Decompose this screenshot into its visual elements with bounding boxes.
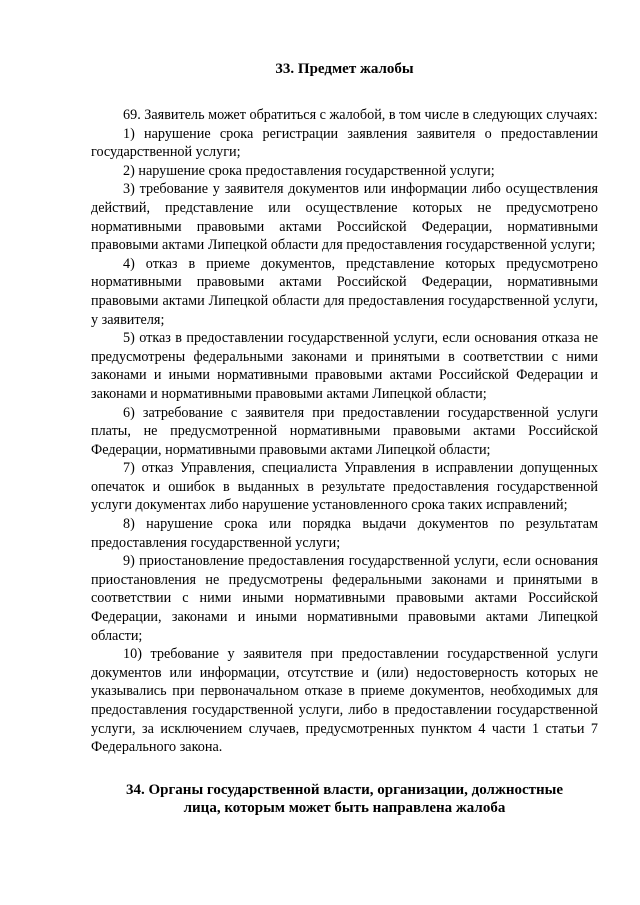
list-item: 8) нарушение срока или порядка выдачи документов по результатам предоставления государственной услуги;: [91, 516, 598, 551]
list-item: 6) затребование с заявителя при предоставлении государственной услуги платы, не предусмотренной нормативными правовыми актами Российской Федерации, нормативными правовыми актами Липецкой области;: [91, 404, 598, 458]
list-item: 10) требование у заявителя при предоставлении государственной услуги документов или информации, отсутствие и (или) недостоверность которых не указывались при первоначальном отказе в приеме документов, необходимых для предоставления государственной услуги, либо в предоставлении государственной услуги, за исключением случаев, предусмотренных пунктом 4 части 1 статьи 7 Федерального закона.: [91, 646, 598, 756]
list-item: 4) отказ в приеме документов, представление которых предусмотрено нормативными правовыми актами Российской Федерации, нормативными правовыми актами Липецкой области для предоставления государственной услуги, у заявителя;: [91, 255, 598, 328]
section-33-title: 33. Предмет жалобы: [275, 61, 414, 77]
list-item: 3) требование у заявителя документов или информации либо осуществления действий, представление или осуществление которых не предусмотрено нормативными правовыми актами Российской Федерации, нормативными правовыми актами Липецкой области для предоставления государственной услуги;: [91, 181, 598, 254]
list-item: 2) нарушение срока предоставления государственной услуги;: [123, 162, 495, 179]
section-34-title: 34. Органы государственной власти, организации, должностные лица, которым может быть направлена жалоба: [125, 781, 563, 816]
list-item: 1) нарушение срока регистрации заявления заявителя о предоставлении государственной услуги;: [91, 125, 598, 161]
paragraph-69-intro: 69. Заявитель может обратиться с жалобой, в том числе в следующих случаях:: [123, 107, 598, 123]
list-item: 9) приостановление предоставления государственной услуги, если основания приостановления не предусмотрены федеральными законами и принятыми в соответствии с ними иными нормативными правовыми актами Российской Федерации, законами и иными нормативными правовыми актами Липецкой области;: [91, 553, 598, 644]
list-item: 7) отказ Управления, специалиста Управления в исправлении допущенных опечаток и ошибок в выданных в результате предоставления государственной услуги документах либо нарушение установленного срока таких исправлений;: [91, 460, 598, 514]
section-33-body: [91, 106, 598, 757]
list-item: 5) отказ в предоставлении государственной услуги, если основания отказа не предусмотрены федеральными законами и принятыми в соответствии с ними законами и иными нормативными правовыми актами Российской Федерации и законами и нормативными правовыми актами Липецкой области;: [91, 330, 598, 402]
